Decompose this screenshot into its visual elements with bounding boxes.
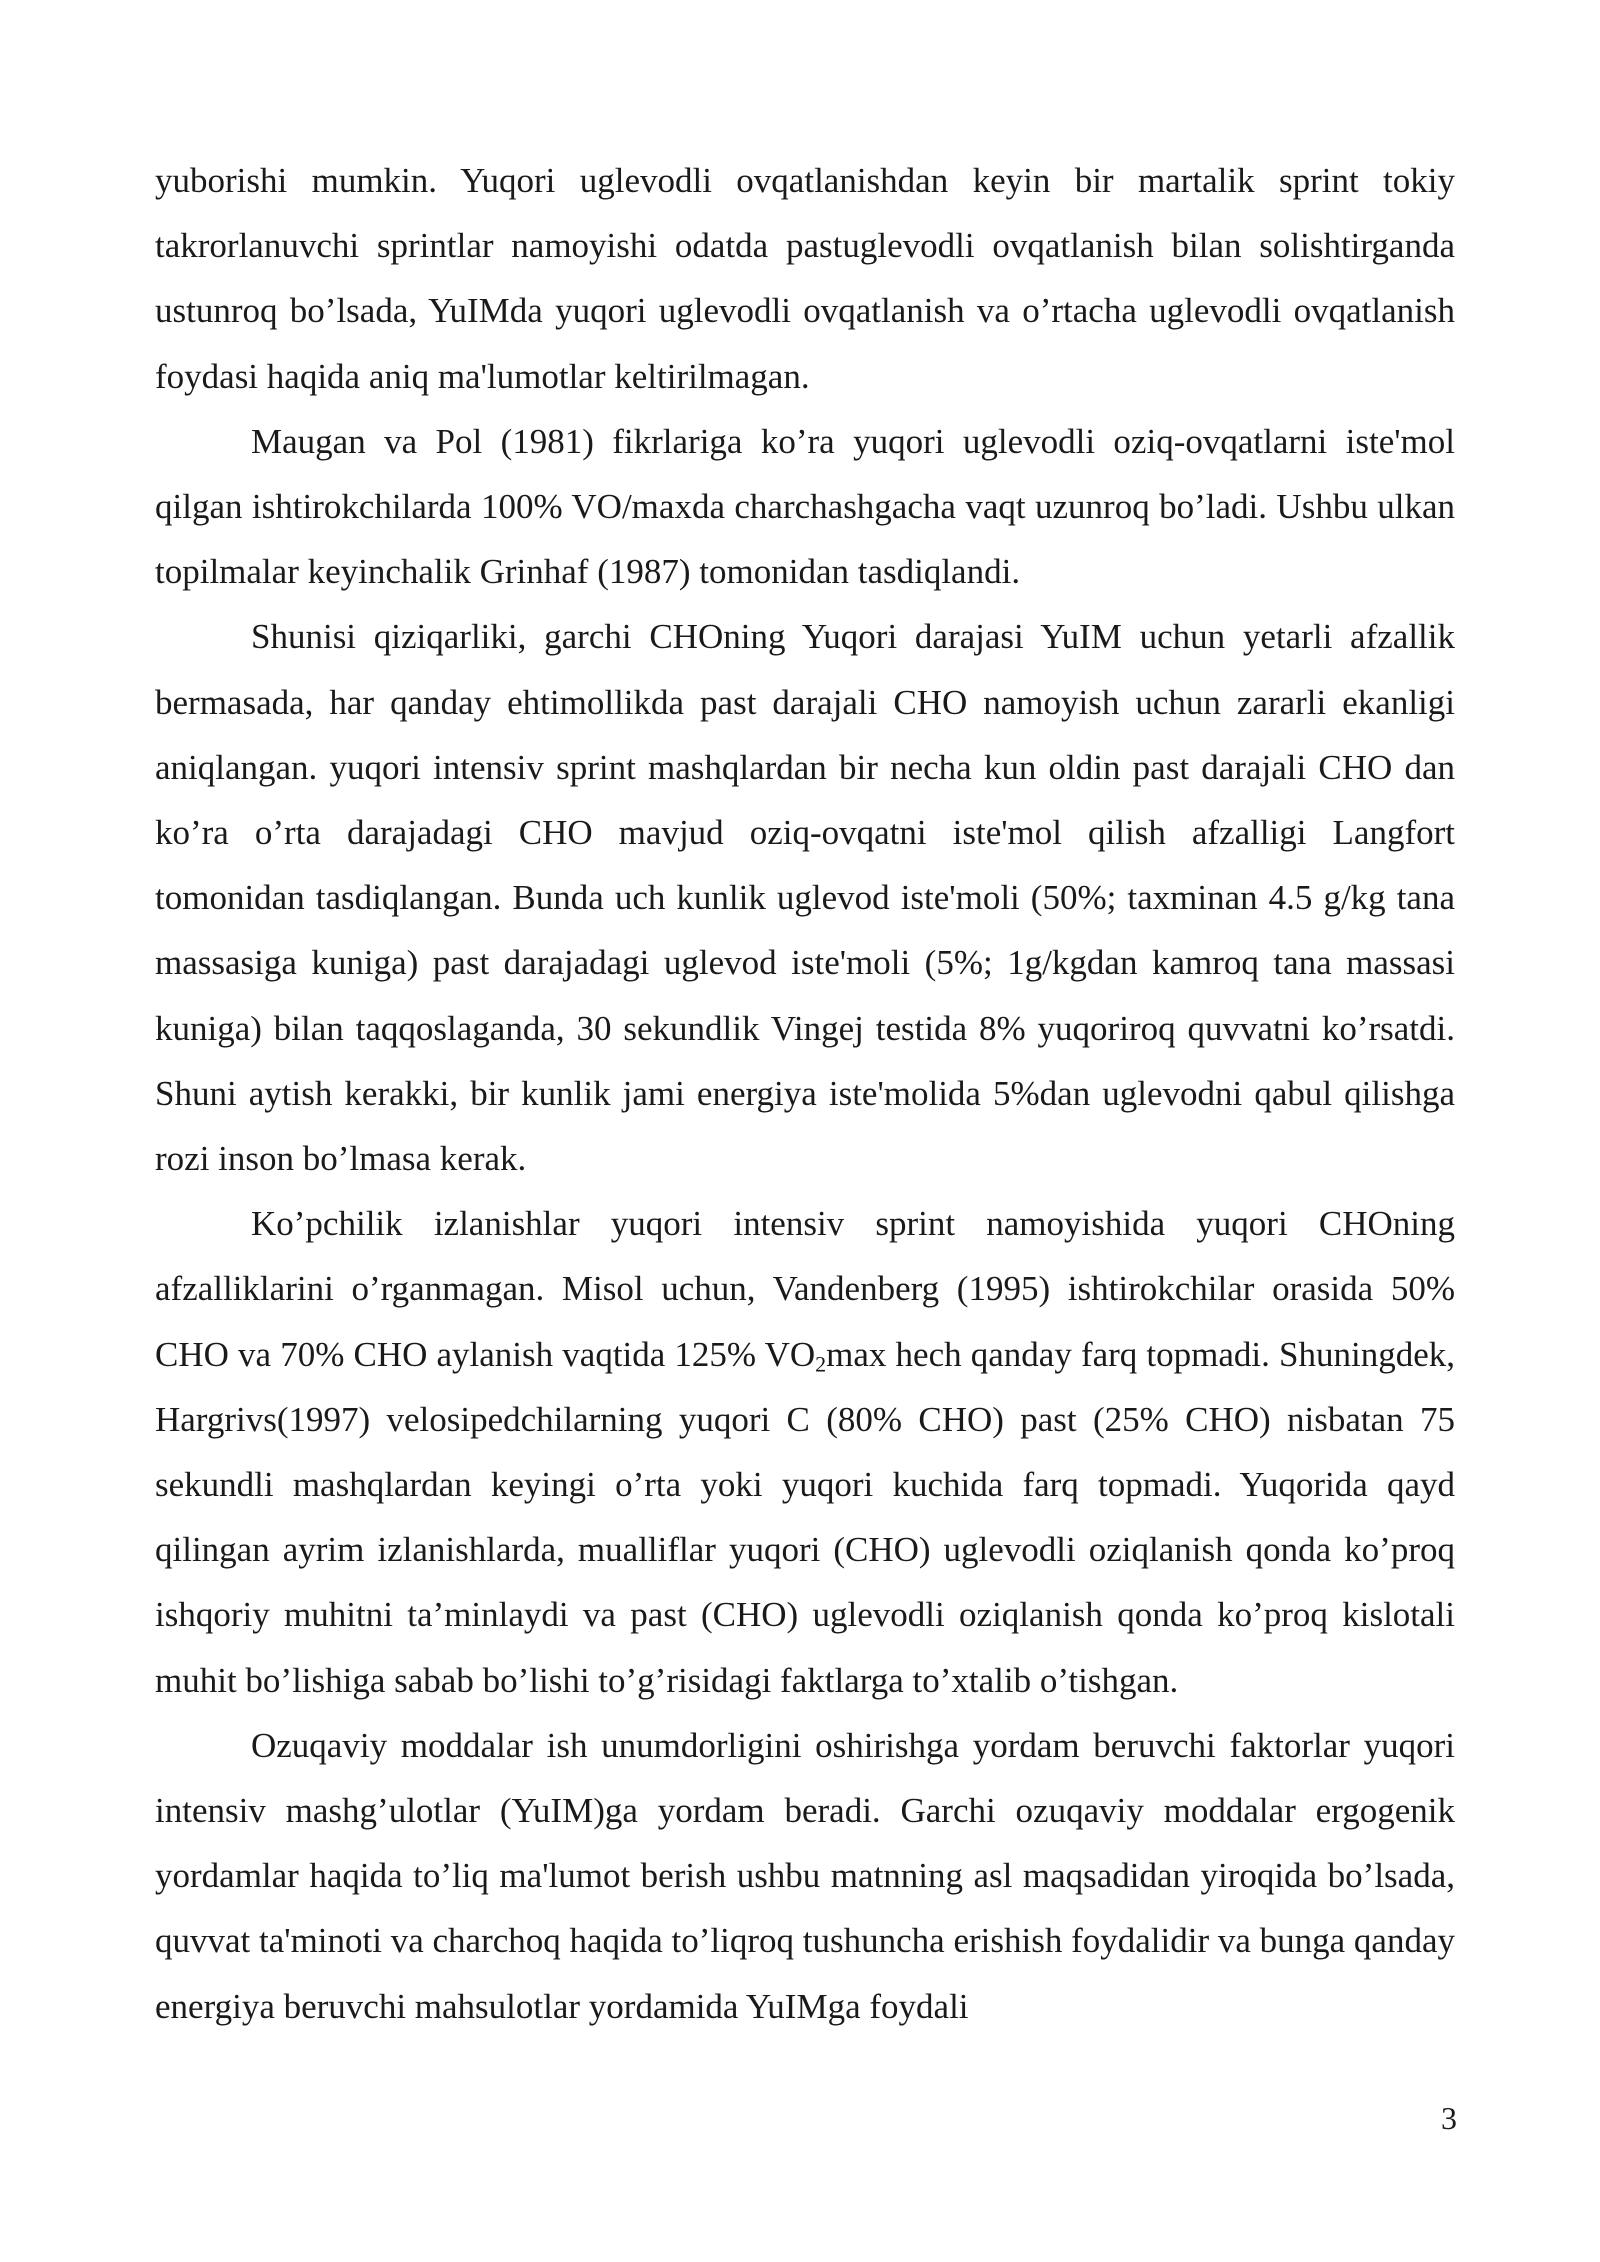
paragraph-1: yuborishi mumkin. Yuqori uglevodli ovqatlanishdan keyin bir martalik sprint tokiy takrorlanuvchi sprintlar namoyishi odatda pastuglevodli ovqatlanish bilan solishtirganda ustunroq bo’lsada, YuIMda yuqori uglevodli ovqatlanish va o’rtacha uglevodli ovqatlanish foydasi haqida aniq ma'lumotlar keltirilmagan. — [155, 161, 1455, 396]
paragraph-4-text-b: max hech qanday farq topmadi. Shuningdek, Hargrivs(1997) velosipedchilarning yuqori C (80% CHO) past (25% CHO) nisbatan 75 sekundli mashqlardan keyingi o’rta yoki yuqori kuchida farq topmadi. Yuqorida qayd qilingan ayrim izlanishlarda, mualliflar yuqori (CHO) uglevodli oziqlanish qonda ko’proq ishqoriy muhitni ta’minlaydi va past (CHO) uglevodli oziqlanish qonda ko’proq kislotali muhit bo’lishiga sabab bo’lishi to’g’risidagi faktlarga to’xtalib o’tishgan. — [155, 1334, 1455, 1700]
subscript-2: 2 — [815, 1351, 827, 1377]
paragraph-5: Ozuqaviy moddalar ish unumdorligini oshirishga yordam beruvchi faktorlar yuqori intensiv mashg’ulotlar (YuIM)ga yordam beradi. Garchi ozuqaviy moddalar ergogenik yordamlar haqida to’liq ma'lumot berish ushbu matnning asl maqsadidan yiroqida bo’lsada, quvvat ta'minoti va charchoq haqida to’liqroq tushuncha erishish foydalidir va bunga qanday energiya beruvchi mahsulotlar yordamida YuIMga foydali — [155, 1725, 1455, 2026]
page-number: 3 — [1441, 2100, 1457, 2136]
paragraph-4 — [155, 1191, 1455, 1713]
paragraph-3: Shunisi qiziqarliki, garchi CHOning Yuqori darajasi YuIM uchun yetarli afzallik bermasada, har qanday ehtimollikda past darajali CHO namoyish uchun zararli ekanligi aniqlangan. yuqori intensiv sprint mashqlardan bir necha kun oldin past darajali CHO dan ko’ra o’rta darajadagi CHO mavjud oziq-ovqatni iste'mol qilish afzalligi Langfort tomonidan tasdiqlangan. Bunda uch kunlik uglevod iste'moli (50%; taxminan 4.5 g/kg tana massasiga kuniga) past darajadagi uglevod iste'moli (5%; 1g/kgdan kamroq tana massasi kuniga) bilan taqqoslaganda, 30 sekundlik Vingej testida 8% yuqoriroq quvvatni ko’rsatdi. Shuni aytish kerakki, bir kunlik jami energiya iste'molida 5%dan uglevodni qabul qilishga rozi inson bo’lmasa kerak. — [155, 617, 1455, 1179]
paragraph-4-text-a: Ko’pchilik izlanishlar yuqori intensiv sprint namoyishida yuqori CHOning afzalliklarini o’rganmagan. Misol uchun, Vandenberg (1995) ishtirokchilar orasida 50% CHO va 70% CHO aylanish vaqtida 125% VO — [155, 1204, 1455, 1374]
paragraph-2: Maugan va Pol (1981) fikrlariga ko’ra yuqori uglevodli oziq-ovqatlarni iste'mol qilgan ishtirokchilarda 100% VO/maxda charchashgacha vaqt uzunroq bo’ladi. Ushbu ulkan topilmalar keyinchalik Grinhaf (1987) tomonidan tasdiqlandi. — [155, 421, 1455, 592]
document-body — [155, 148, 1455, 2039]
